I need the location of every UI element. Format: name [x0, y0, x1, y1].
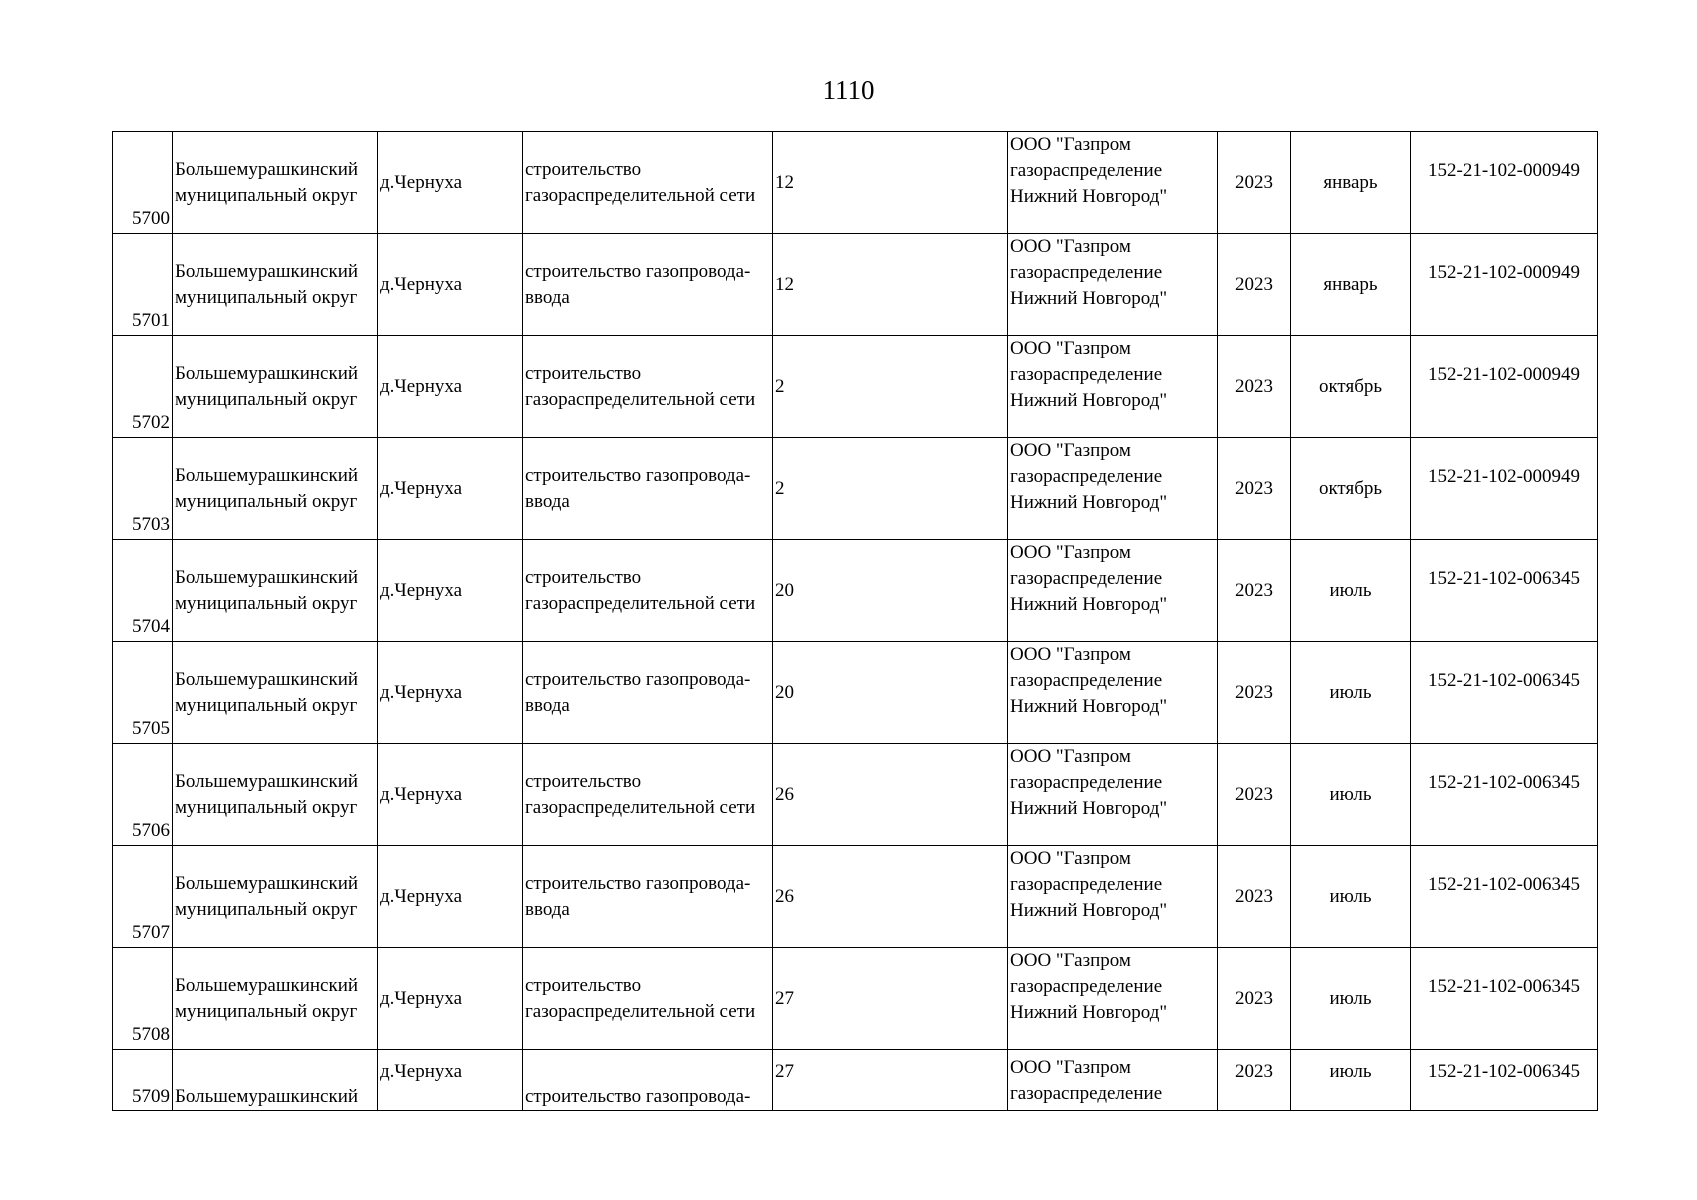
locality-cell: д.Чернуха [378, 234, 523, 336]
year-cell: 2023 [1218, 948, 1291, 1050]
district-cell-line: Большемурашкинский [175, 566, 359, 588]
district-cell-line: Большемурашкинский [175, 974, 359, 996]
table-row [113, 336, 1598, 438]
work-type-cell-line: газораспределительной сети [525, 1000, 756, 1022]
district-cell [173, 948, 378, 1050]
organization-cell-line: ООО "Газпром [1010, 950, 1131, 971]
page-number: 1110 [822, 75, 875, 105]
quantity-cell: 20 [773, 642, 1008, 744]
organization-cell-line: Нижний Новгород" [1010, 1002, 1168, 1023]
work-type-cell-line: газораспределительной сети [525, 184, 756, 206]
organization-cell-line: Нижний Новгород" [1010, 390, 1168, 411]
registry-code-cell: 152-21-102-006345 [1411, 846, 1598, 948]
month-cell: июль [1291, 948, 1411, 1050]
quantity-cell: 20 [773, 540, 1008, 642]
month-cell: январь [1291, 234, 1411, 336]
month-cell: январь [1291, 132, 1411, 234]
district-cell [173, 846, 378, 948]
organization-cell-line: ООО "Газпром [1010, 236, 1131, 257]
row-number: 5709 [113, 1050, 173, 1111]
organization-cell-line: газораспределение [1010, 466, 1163, 487]
registry-code-cell: 152-21-102-000949 [1411, 336, 1598, 438]
work-type-cell-line: строительство [525, 566, 642, 588]
work-type-cell-line: строительство [525, 974, 642, 996]
quantity-cell: 12 [773, 132, 1008, 234]
locality-cell: д.Чернуха [378, 438, 523, 540]
year-cell: 2023 [1218, 540, 1291, 642]
table-row [113, 948, 1598, 1050]
work-type-cell-line: строительство [525, 362, 642, 384]
organization-cell-line: газораспределение [1010, 1083, 1163, 1104]
organization-cell [1008, 132, 1218, 234]
organization-cell-line: газораспределение [1010, 772, 1163, 793]
work-type-cell [523, 438, 773, 540]
registry-code-cell: 152-21-102-006345 [1411, 948, 1598, 1050]
organization-cell [1008, 438, 1218, 540]
district-cell [173, 336, 378, 438]
row-number: 5706 [113, 744, 173, 846]
work-type-cell-line: строительство [525, 158, 642, 180]
district-cell-line: муниципальный округ [175, 1000, 358, 1022]
district-cell-line: Большемурашкинский [175, 464, 359, 486]
quantity-cell: 27 [773, 948, 1008, 1050]
row-number: 5700 [113, 132, 173, 234]
organization-cell [1008, 642, 1218, 744]
work-type-cell-line: строительство газопровода- [525, 668, 751, 690]
quantity-cell: 27 [773, 1050, 1008, 1111]
row-number: 5701 [113, 234, 173, 336]
organization-cell-line: ООО "Газпром [1010, 848, 1131, 869]
organization-cell-line: ООО "Газпром [1010, 746, 1131, 767]
organization-cell-line: газораспределение [1010, 976, 1163, 997]
table-row [113, 642, 1598, 744]
organization-cell-line: газораспределение [1010, 364, 1163, 385]
organization-cell-line: газораспределение [1010, 160, 1163, 181]
work-type-cell-line: строительство газопровода- [525, 1086, 751, 1107]
work-type-cell [523, 132, 773, 234]
work-type-cell [523, 642, 773, 744]
table-row [113, 1050, 1598, 1111]
organization-cell-line: ООО "Газпром [1010, 1057, 1131, 1078]
organization-cell-line: Нижний Новгород" [1010, 492, 1168, 513]
organization-cell [1008, 948, 1218, 1050]
work-type-cell-line: газораспределительной сети [525, 592, 756, 614]
row-number: 5705 [113, 642, 173, 744]
district-cell-line: муниципальный округ [175, 592, 358, 614]
work-type-cell [523, 846, 773, 948]
month-cell: октябрь [1291, 336, 1411, 438]
quantity-cell: 26 [773, 744, 1008, 846]
district-cell-line: Большемурашкинский [175, 770, 359, 792]
district-cell-line: Большемурашкинский [175, 1086, 359, 1107]
organization-cell-line: ООО "Газпром [1010, 542, 1131, 563]
year-cell: 2023 [1218, 336, 1291, 438]
organization-cell-line: ООО "Газпром [1010, 440, 1131, 461]
month-cell: июль [1291, 1050, 1411, 1111]
district-cell [173, 1050, 378, 1111]
month-cell: июль [1291, 540, 1411, 642]
registry-code-cell: 152-21-102-006345 [1411, 642, 1598, 744]
district-cell-line: муниципальный округ [175, 694, 358, 716]
row-number: 5703 [113, 438, 173, 540]
organization-cell-line: газораспределение [1010, 670, 1163, 691]
registry-code-cell: 152-21-102-000949 [1411, 132, 1598, 234]
month-cell: июль [1291, 642, 1411, 744]
work-type-cell [523, 540, 773, 642]
district-cell-line: Большемурашкинский [175, 158, 359, 180]
table-row [113, 438, 1598, 540]
year-cell: 2023 [1218, 846, 1291, 948]
work-type-cell-line: ввода [525, 694, 570, 716]
organization-cell-line: Нижний Новгород" [1010, 900, 1168, 921]
work-type-cell-line: газораспределительной сети [525, 388, 756, 410]
organization-cell-line: газораспределение [1010, 262, 1163, 283]
locality-cell: д.Чернуха [378, 540, 523, 642]
locality-cell: д.Чернуха [378, 948, 523, 1050]
organization-cell [1008, 234, 1218, 336]
district-cell-line: муниципальный округ [175, 184, 358, 206]
district-cell [173, 744, 378, 846]
work-type-cell [523, 1050, 773, 1111]
locality-cell: д.Чернуха [378, 642, 523, 744]
work-type-cell-line: ввода [525, 898, 570, 920]
table-row [113, 132, 1598, 234]
month-cell: октябрь [1291, 438, 1411, 540]
year-cell: 2023 [1218, 642, 1291, 744]
district-cell-line: муниципальный округ [175, 490, 358, 512]
work-type-cell [523, 948, 773, 1050]
district-cell [173, 540, 378, 642]
district-cell-line: муниципальный округ [175, 898, 358, 920]
organization-cell-line: Нижний Новгород" [1010, 594, 1168, 615]
work-type-cell [523, 234, 773, 336]
work-type-cell-line: строительство газопровода- [525, 872, 751, 894]
registry-code-cell: 152-21-102-006345 [1411, 744, 1598, 846]
quantity-cell: 26 [773, 846, 1008, 948]
row-number: 5702 [113, 336, 173, 438]
organization-cell [1008, 846, 1218, 948]
organization-cell [1008, 1050, 1218, 1111]
organization-cell-line: газораспределение [1010, 568, 1163, 589]
table-row [113, 540, 1598, 642]
organization-cell-line: Нижний Новгород" [1010, 798, 1168, 819]
organization-cell-line: Нижний Новгород" [1010, 186, 1168, 207]
district-cell [173, 642, 378, 744]
year-cell: 2023 [1218, 132, 1291, 234]
registry-code-cell: 152-21-102-000949 [1411, 234, 1598, 336]
work-type-cell-line: ввода [525, 490, 570, 512]
quantity-cell: 2 [773, 336, 1008, 438]
gas-works-table [112, 131, 1598, 1111]
district-cell-line: муниципальный округ [175, 796, 358, 818]
organization-cell [1008, 540, 1218, 642]
month-cell: июль [1291, 846, 1411, 948]
work-type-cell-line: строительство [525, 770, 642, 792]
organization-cell [1008, 744, 1218, 846]
district-cell-line: Большемурашкинский [175, 362, 359, 384]
locality-cell: д.Чернуха [378, 132, 523, 234]
registry-code-cell: 152-21-102-006345 [1411, 1050, 1598, 1111]
table-row [113, 234, 1598, 336]
district-cell-line: муниципальный округ [175, 286, 358, 308]
registry-code-cell: 152-21-102-000949 [1411, 438, 1598, 540]
organization-cell-line: Нижний Новгород" [1010, 696, 1168, 717]
organization-cell-line: ООО "Газпром [1010, 644, 1131, 665]
month-cell: июль [1291, 744, 1411, 846]
locality-cell: д.Чернуха [378, 1050, 523, 1111]
district-cell [173, 132, 378, 234]
year-cell: 2023 [1218, 438, 1291, 540]
work-type-cell-line: строительство газопровода- [525, 260, 751, 282]
work-type-cell [523, 744, 773, 846]
organization-cell-line: газораспределение [1010, 874, 1163, 895]
locality-cell: д.Чернуха [378, 336, 523, 438]
year-cell: 2023 [1218, 1050, 1291, 1111]
table-row [113, 744, 1598, 846]
organization-cell-line: Нижний Новгород" [1010, 288, 1168, 309]
year-cell: 2023 [1218, 744, 1291, 846]
row-number: 5708 [113, 948, 173, 1050]
registry-code-cell: 152-21-102-006345 [1411, 540, 1598, 642]
district-cell-line: Большемурашкинский [175, 260, 359, 282]
district-cell-line: Большемурашкинский [175, 668, 359, 690]
district-cell [173, 234, 378, 336]
work-type-cell-line: строительство газопровода- [525, 464, 751, 486]
quantity-cell: 12 [773, 234, 1008, 336]
organization-cell [1008, 336, 1218, 438]
district-cell-line: Большемурашкинский [175, 872, 359, 894]
organization-cell-line: ООО "Газпром [1010, 134, 1131, 155]
locality-cell: д.Чернуха [378, 744, 523, 846]
work-type-cell-line: газораспределительной сети [525, 796, 756, 818]
quantity-cell: 2 [773, 438, 1008, 540]
locality-cell: д.Чернуха [378, 846, 523, 948]
year-cell: 2023 [1218, 234, 1291, 336]
work-type-cell [523, 336, 773, 438]
row-number: 5704 [113, 540, 173, 642]
work-type-cell-line: ввода [525, 286, 570, 308]
district-cell-line: муниципальный округ [175, 388, 358, 410]
table-row [113, 846, 1598, 948]
organization-cell-line: ООО "Газпром [1010, 338, 1131, 359]
district-cell [173, 438, 378, 540]
row-number: 5707 [113, 846, 173, 948]
